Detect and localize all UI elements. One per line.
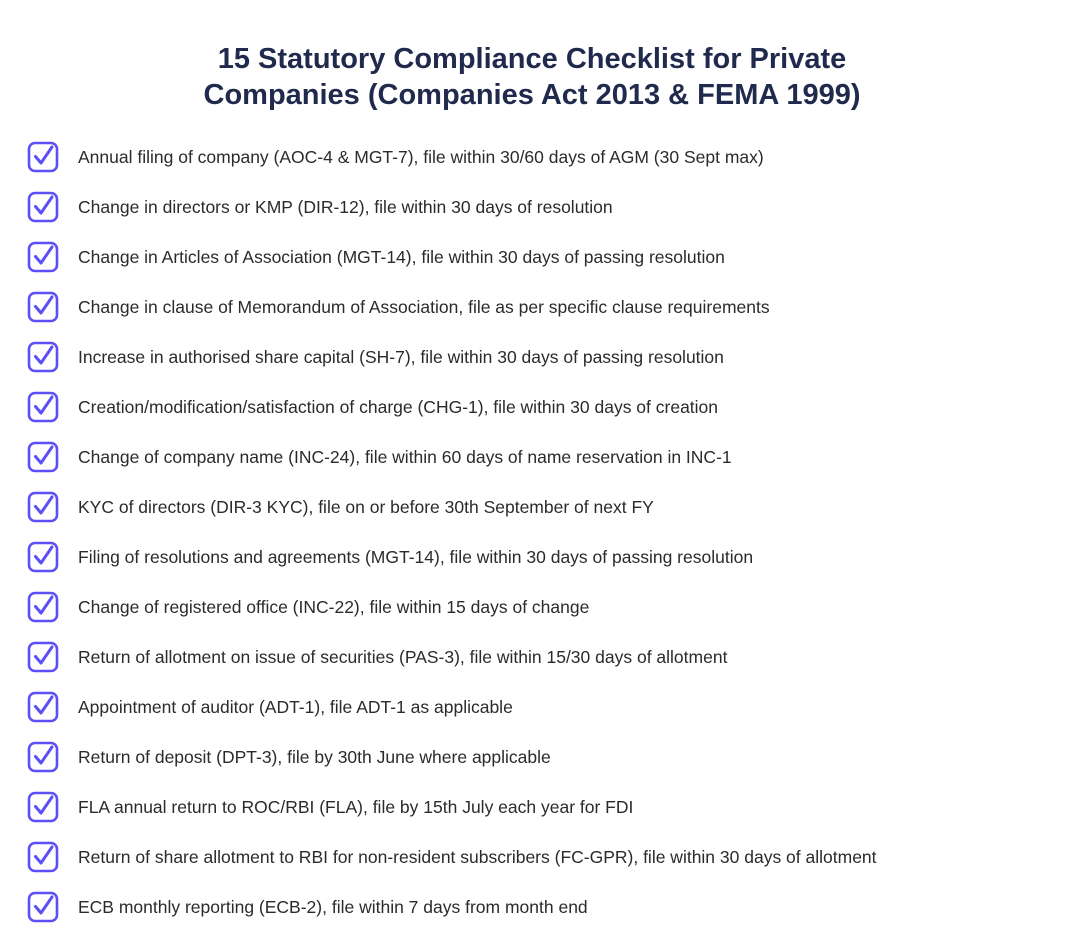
- checklist-item-text: Change in Articles of Association (MGT-14), file within 30 days of passing resolution: [78, 247, 725, 267]
- checkbox-checked-icon: [27, 441, 59, 473]
- checklist-item-text: Increase in authorised share capital (SH-7), file within 30 days of passing resolution: [78, 347, 724, 367]
- checklist-item: [27, 832, 1067, 882]
- checkbox-checked-icon: [27, 741, 59, 773]
- checkbox-checked-icon: [27, 841, 59, 873]
- title-line-1: 15 Statutory Compliance Checklist for Private: [217, 43, 847, 76]
- checklist-item: [27, 332, 1067, 382]
- checkbox-checked-icon: [27, 641, 59, 673]
- checkbox-checked-icon: [27, 241, 59, 273]
- checklist-item: [27, 232, 1067, 282]
- checklist-item-text: Return of allotment on issue of securities (PAS-3), file within 15/30 days of allotment: [78, 647, 728, 667]
- checkbox-checked-icon: [27, 541, 59, 573]
- checklist-item: [27, 582, 1067, 632]
- checklist-item: [27, 782, 1067, 832]
- checklist-item: [27, 732, 1067, 782]
- checklist-item: [27, 382, 1067, 432]
- checklist-item: [27, 882, 1067, 932]
- checklist-item: [27, 632, 1067, 682]
- checklist-item: [27, 182, 1067, 232]
- checkbox-checked-icon: [27, 891, 59, 923]
- checkbox-checked-icon: [27, 691, 59, 723]
- checklist-item: [27, 132, 1067, 182]
- checklist-item-text: Annual filing of company (AOC-4 & MGT-7), file within 30/60 days of AGM (30 Sept max): [78, 147, 764, 167]
- checklist-item: [27, 432, 1067, 482]
- title-line-2: Companies (Companies Act 2013 & FEMA 1999): [203, 79, 861, 112]
- checkbox-checked-icon: [27, 491, 59, 523]
- checklist-item-text: ECB monthly reporting (ECB-2), file within 7 days from month end: [78, 897, 588, 917]
- checkbox-checked-icon: [27, 391, 59, 423]
- checklist-item: [27, 682, 1067, 732]
- page-title: [0, 41, 1064, 113]
- checklist-item-text: Creation/modification/satisfaction of charge (CHG-1), file within 30 days of creation: [78, 397, 719, 417]
- checklist-item-text: Change of registered office (INC-22), file within 15 days of change: [78, 597, 590, 617]
- checkbox-checked-icon: [27, 291, 59, 323]
- checklist-item-text: Return of deposit (DPT-3), file by 30th June where applicable: [78, 747, 551, 767]
- compliance-checklist: [27, 132, 1067, 932]
- checklist-item-text: Change of company name (INC-24), file within 60 days of name reservation in INC-1: [78, 447, 732, 467]
- checklist-item-text: Appointment of auditor (ADT-1), file ADT-1 as applicable: [78, 697, 513, 717]
- checklist-item-text: Filing of resolutions and agreements (MGT-14), file within 30 days of passing resolution: [78, 547, 754, 567]
- checklist-item-text: Return of share allotment to RBI for non-resident subscribers (FC-GPR), file within 30 days of allotment: [78, 847, 877, 867]
- checkbox-checked-icon: [27, 341, 59, 373]
- checklist-item: [27, 282, 1067, 332]
- checkbox-checked-icon: [27, 791, 59, 823]
- checkbox-checked-icon: [27, 141, 59, 173]
- checklist-item-text: FLA annual return to ROC/RBI (FLA), file by 15th July each year for FDI: [78, 797, 634, 817]
- checklist-item-text: Change in directors or KMP (DIR-12), file within 30 days of resolution: [78, 197, 613, 217]
- checklist-item: [27, 532, 1067, 582]
- checklist-item: [27, 482, 1067, 532]
- checklist-item-text: KYC of directors (DIR-3 KYC), file on or before 30th September of next FY: [78, 497, 654, 517]
- checklist-item-text: Change in clause of Memorandum of Association, file as per specific clause requirements: [78, 297, 770, 317]
- checkbox-checked-icon: [27, 191, 59, 223]
- checkbox-checked-icon: [27, 591, 59, 623]
